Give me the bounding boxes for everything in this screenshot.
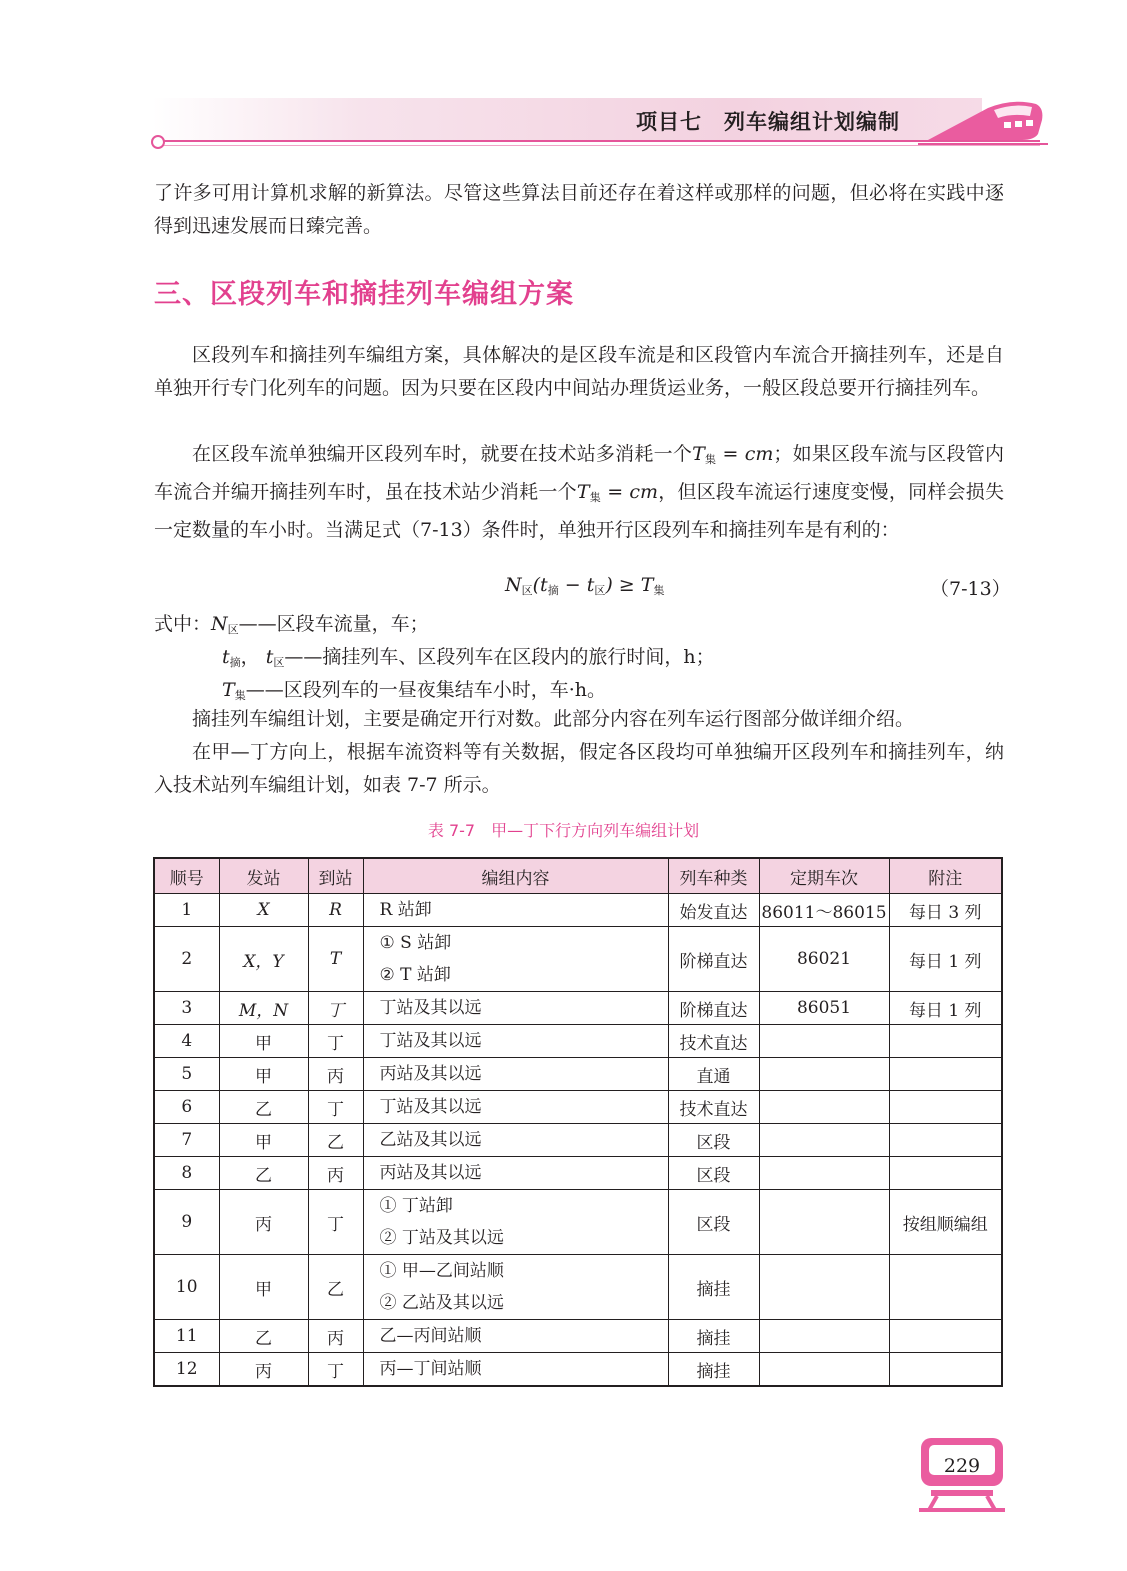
table-row — [154, 927, 1002, 992]
table-row — [154, 1157, 1002, 1190]
cell-train: 86011～86015 — [759, 894, 889, 927]
paragraph-2-part2: ；如果区段车流与区段管内车流合并编开摘挂列车时，虽在技术站少消耗一个 — [154, 443, 1004, 503]
cell-no: 6 — [154, 1091, 219, 1124]
cell-to: 乙 — [308, 1255, 363, 1320]
paragraph-2-part3: ，但区段车流运行速度变慢，同样会损失一定数量的车小时。当满足式（7-13）条件时，单独开行区段列车和摘挂列车是有利的： — [154, 481, 1004, 541]
cell-to: 丙 — [308, 1058, 363, 1091]
cell-type: 直通 — [668, 1058, 759, 1091]
cell-note — [889, 1353, 1002, 1387]
cell-content — [363, 992, 668, 1025]
paragraph-4: 在甲—丁方向上，根据车流资料等有关数据，假定各区段均可单独编开区段列车和摘挂列车，纳入技术站列车编组计划，如表 7-7 所示。 — [154, 741, 1004, 796]
table-row — [154, 1353, 1002, 1387]
column-header: 附注 — [889, 858, 1002, 894]
cell-from: 乙 — [219, 1157, 308, 1190]
content-line: 丙站及其以远 — [379, 1064, 482, 1084]
cell-type: 始发直达 — [668, 894, 759, 927]
cell-content — [363, 1124, 668, 1157]
cell-from: X — [219, 894, 308, 927]
cell-to: 丁 — [308, 1025, 363, 1058]
cell-note: 每日 3 列 — [889, 894, 1002, 927]
content-line: ① 甲—乙间站顺 — [379, 1261, 504, 1281]
cell-from: 乙 — [219, 1320, 308, 1353]
cell-no: 7 — [154, 1124, 219, 1157]
definition-row-1: 式中：$N_区——$区段车流量，车； — [154, 613, 429, 636]
cell-no: 4 — [154, 1025, 219, 1058]
cell-from: 甲 — [219, 1025, 308, 1058]
cell-train — [759, 1320, 889, 1353]
cell-train — [759, 1025, 889, 1058]
cell-type: 技术直达 — [668, 1025, 759, 1058]
cell-type: 阶梯直达 — [668, 992, 759, 1025]
header-rule — [160, 140, 1040, 142]
cell-from: 丙 — [219, 1190, 308, 1255]
header-ring-icon — [151, 135, 165, 149]
cell-from: 乙 — [219, 1091, 308, 1124]
paragraph-1: 区段列车和摘挂列车编组方案，具体解决的是区段车流是和区段管内车流合开摘挂列车，还是自单独开行专门化列车的问题。因为只要在区段内中间站办理货运业务，一般区段总要开行摘挂列车。 — [154, 344, 1004, 399]
cell-train — [759, 1091, 889, 1124]
formula-7-13: $N_区(t_摘 - t_区) \ge T_集$ — [505, 574, 665, 597]
cell-content — [363, 1025, 668, 1058]
cell-content — [363, 1353, 668, 1387]
cell-content — [363, 1157, 668, 1190]
cell-train — [759, 1190, 889, 1255]
table-body — [154, 894, 1002, 1387]
column-header: 顺号 — [154, 858, 219, 894]
content-line: 乙站及其以远 — [379, 1130, 482, 1150]
cell-from: M，N — [219, 992, 308, 1025]
cell-to: 丁 — [308, 1190, 363, 1255]
formula-cm-1: = cm — [722, 443, 774, 465]
table-row — [154, 894, 1002, 927]
cell-content — [363, 1255, 668, 1320]
cell-type: 摘挂 — [668, 1255, 759, 1320]
cell-from: 丙 — [219, 1353, 308, 1387]
cell-to: 丁 — [308, 1353, 363, 1387]
cell-to: T — [308, 927, 363, 992]
train-page-icon — [915, 1438, 1009, 1516]
formula-cm-2: = cm — [607, 481, 659, 503]
column-header: 定期车次 — [759, 858, 889, 894]
cell-type: 区段 — [668, 1190, 759, 1255]
intro-paragraph: 了许多可用计算机求解的新算法。尽管这些算法目前还存在着这样或那样的问题，但必将在实践中逐得到迅速发展而日臻完善。 — [154, 182, 1004, 237]
cell-content — [363, 1320, 668, 1353]
cell-note — [889, 1255, 1002, 1320]
table-row — [154, 1058, 1002, 1091]
cell-note — [889, 1025, 1002, 1058]
cell-type: 摘挂 — [668, 1320, 759, 1353]
cell-no: 1 — [154, 894, 219, 927]
cell-no: 8 — [154, 1157, 219, 1190]
cell-note — [889, 1124, 1002, 1157]
table-row — [154, 1091, 1002, 1124]
train-icon — [918, 94, 1048, 152]
content-line: 丙站及其以远 — [379, 1163, 482, 1183]
cell-to: 丙 — [308, 1157, 363, 1190]
paragraph-2 — [154, 438, 1004, 547]
content-line: ① 丁站卸 — [379, 1196, 453, 1216]
content-line: 丁站及其以远 — [379, 998, 482, 1018]
definition-row-2: $t_摘$， $t_区——$摘挂列车、区段列车在区段内的旅行时间，h； — [222, 646, 715, 669]
cell-note — [889, 1091, 1002, 1124]
content-line: R 站卸 — [379, 900, 432, 920]
cell-type: 技术直达 — [668, 1091, 759, 1124]
cell-note: 按组顺编组 — [889, 1190, 1002, 1255]
paragraph-3: 摘挂列车编组计划，主要是确定开行对数。此部分内容在列车运行图部分做详细介绍。 — [192, 708, 915, 730]
cell-to: 丙 — [308, 1320, 363, 1353]
cell-to: 乙 — [308, 1124, 363, 1157]
cell-no: 2 — [154, 927, 219, 992]
cell-no: 5 — [154, 1058, 219, 1091]
cell-no: 9 — [154, 1190, 219, 1255]
content-line: 丁站及其以远 — [379, 1031, 482, 1051]
content-line: ② 丁站及其以远 — [379, 1228, 504, 1248]
table-row — [154, 1190, 1002, 1255]
table-caption: 表 7-7 甲—丁下行方向列车编组计划 — [427, 821, 700, 840]
header-rule-thin — [160, 145, 1040, 146]
cell-train — [759, 1353, 889, 1387]
cell-no: 10 — [154, 1255, 219, 1320]
column-header: 到站 — [308, 858, 363, 894]
cell-no: 3 — [154, 992, 219, 1025]
page-number: 229 — [943, 1455, 981, 1477]
cell-type: 区段 — [668, 1157, 759, 1190]
column-header: 列车种类 — [668, 858, 759, 894]
cell-content — [363, 894, 668, 927]
formula-number: （7-13） — [930, 578, 1011, 600]
cell-content — [363, 927, 668, 992]
cell-to: 丁 — [308, 992, 363, 1025]
cell-content — [363, 1058, 668, 1091]
column-header: 编组内容 — [363, 858, 668, 894]
symbol-t-jie-1: $T_集$ — [692, 443, 717, 466]
cell-note: 每日 1 列 — [889, 992, 1002, 1025]
cell-from: 甲 — [219, 1058, 308, 1091]
cell-type: 区段 — [668, 1124, 759, 1157]
content-line: 丁站及其以远 — [379, 1097, 482, 1117]
cell-to: R — [308, 894, 363, 927]
cell-train: 86051 — [759, 992, 889, 1025]
content-line: ② 乙站及其以远 — [379, 1293, 504, 1313]
table-row — [154, 1025, 1002, 1058]
paragraph-2-part1: 在区段车流单独编开区段列车时，就要在技术站多消耗一个 — [192, 443, 693, 465]
content-line: ② T 站卸 — [379, 965, 451, 985]
content-line: 乙—丙间站顺 — [379, 1326, 482, 1346]
cell-to: 丁 — [308, 1091, 363, 1124]
table-row — [154, 1320, 1002, 1353]
cell-no: 11 — [154, 1320, 219, 1353]
cell-no: 12 — [154, 1353, 219, 1387]
cell-type: 摘挂 — [668, 1353, 759, 1387]
formation-plan-table — [153, 857, 1003, 1387]
table-row — [154, 1255, 1002, 1320]
column-header: 发站 — [219, 858, 308, 894]
cell-content — [363, 1190, 668, 1255]
chapter-title: 项目七 列车编组计划编制 — [636, 110, 900, 134]
cell-train: 86021 — [759, 927, 889, 992]
cell-train — [759, 1255, 889, 1320]
cell-note — [889, 1157, 1002, 1190]
cell-note: 每日 1 列 — [889, 927, 1002, 992]
cell-train — [759, 1124, 889, 1157]
table-header-row — [154, 858, 1002, 894]
cell-from: 甲 — [219, 1124, 308, 1157]
cell-train — [759, 1058, 889, 1091]
section-title: 三、区段列车和摘挂列车编组方案 — [154, 279, 574, 310]
cell-from: X，Y — [219, 927, 308, 992]
cell-type: 阶梯直达 — [668, 927, 759, 992]
cell-note — [889, 1058, 1002, 1091]
table-row — [154, 1124, 1002, 1157]
definition-row-3: $T_集——$区段列车的一昼夜集结车小时，车·h。 — [222, 679, 606, 702]
cell-from: 甲 — [219, 1255, 308, 1320]
symbol-t-jie-2: $T_集$ — [576, 481, 601, 504]
cell-content — [363, 1091, 668, 1124]
table-row — [154, 992, 1002, 1025]
cell-train — [759, 1157, 889, 1190]
content-line: 丙—丁间站顺 — [379, 1359, 482, 1379]
cell-note — [889, 1320, 1002, 1353]
content-line: ① S 站卸 — [379, 933, 452, 953]
